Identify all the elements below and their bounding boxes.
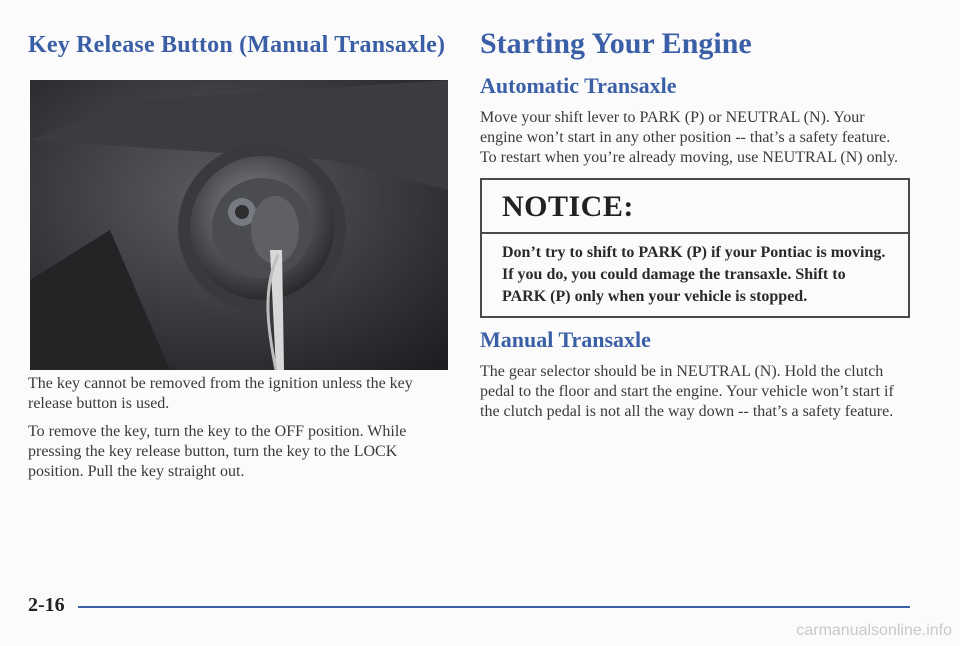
notice-heading: NOTICE: [502,190,634,223]
notice-header [482,180,908,234]
ignition-key-photo [30,80,448,370]
right-column [480,27,910,430]
footer-rule [78,606,910,608]
key-release-text [28,374,448,490]
watermark: carmanualsonline.info [796,622,952,639]
automatic-transaxle-text: Move your shift lever to PARK (P) or NEUTRAL (N). Your engine won’t start in any other position -- that’s a safety feature. To restart when you’re already moving, use NEUTRAL (N) only. [480,109,899,166]
manual-transaxle-heading: Manual Transaxle [480,327,651,352]
page-number: 2-16 [28,594,65,616]
manual-transaxle-text: The gear selector should be in NEUTRAL (N). Hold the clutch pedal to the floor and start the engine. Your vehicle won’t start if the clutch pedal is not all the way down -- that’s a safety feature. [480,363,894,420]
starting-engine-title: Starting Your Engine [480,27,752,60]
automatic-transaxle-heading: Automatic Transaxle [480,73,677,98]
key-release-paragraph-1: The key cannot be removed from the ignition unless the key release button is used. [28,375,413,412]
notice-box [480,178,910,318]
left-column [28,30,448,480]
notice-text: Don’t try to shift to PARK (P) if your Pontiac is moving. If you do, you could damage the transaxle. Shift to PARK (P) only when your vehicle is stopped. [502,244,886,305]
key-release-title: Key Release Button (Manual Transaxle) [28,32,446,58]
key-release-paragraph-2: To remove the key, turn the key to the OFF position. While pressing the key release button, turn the key to the LOCK position. Pull the key straight out. [28,423,407,480]
